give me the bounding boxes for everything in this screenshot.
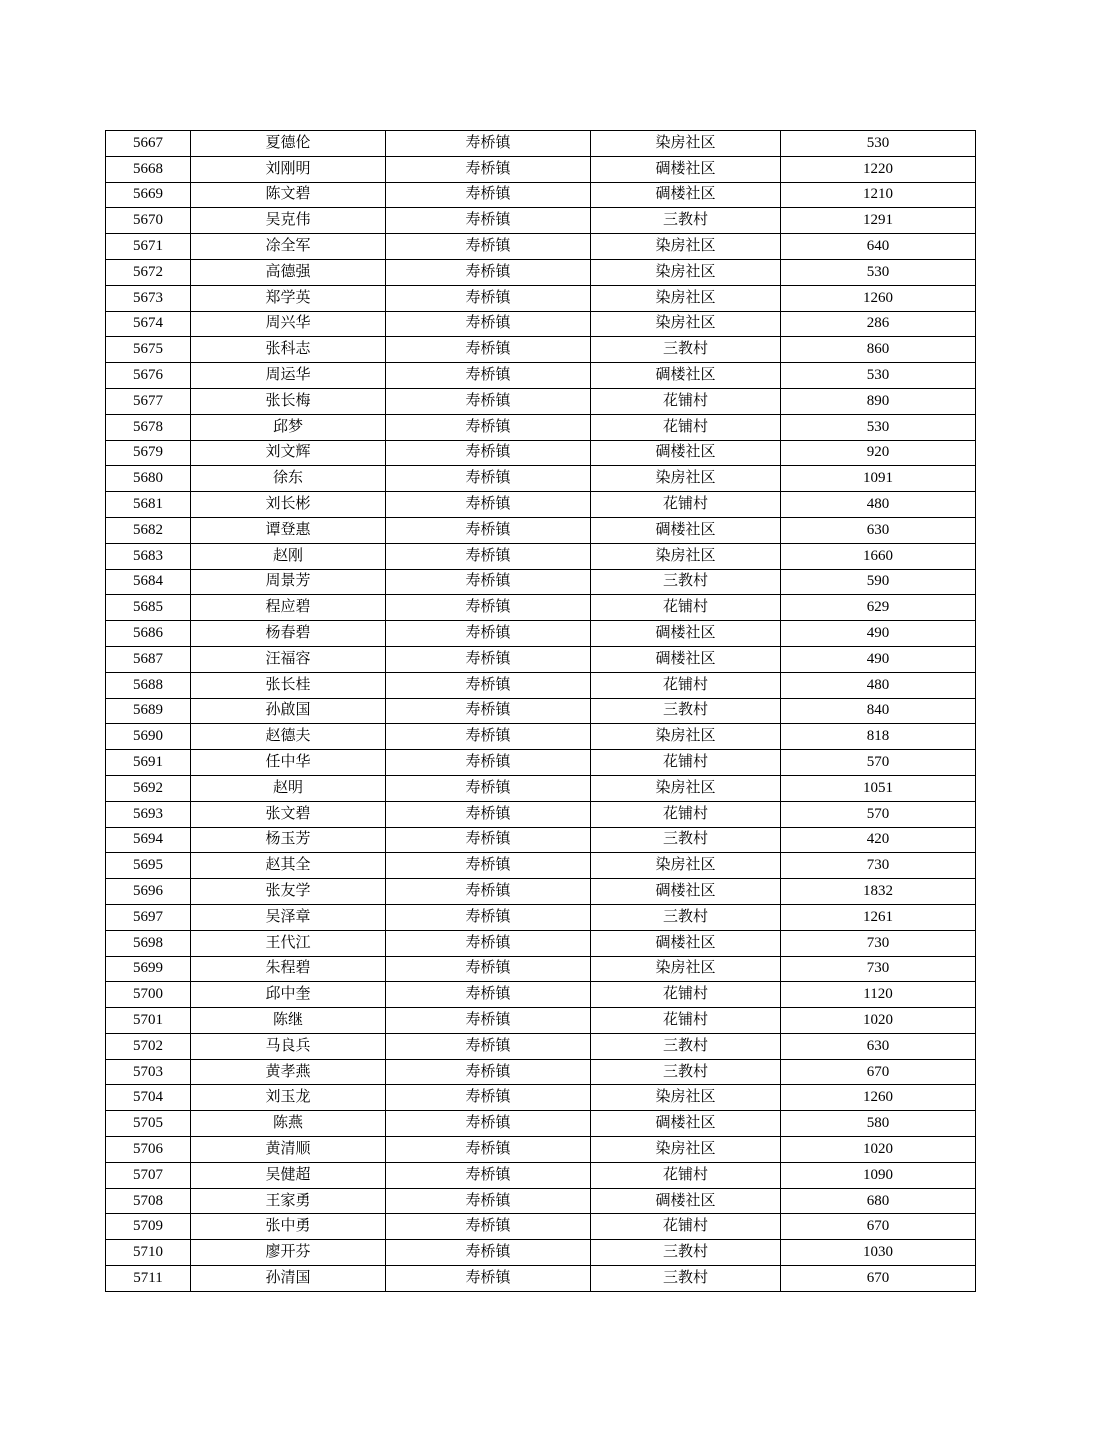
records-table-body xyxy=(106,131,976,1292)
cell-village: 碉楼社区 xyxy=(591,621,781,647)
cell-village: 三教村 xyxy=(591,569,781,595)
cell-name: 程应碧 xyxy=(191,595,386,621)
cell-village: 三教村 xyxy=(591,1266,781,1292)
cell-id: 5689 xyxy=(106,698,191,724)
cell-village: 染房社区 xyxy=(591,311,781,337)
cell-village: 碉楼社区 xyxy=(591,646,781,672)
cell-amount: 1051 xyxy=(781,775,976,801)
cell-town: 寿桥镇 xyxy=(386,775,591,801)
table-row xyxy=(106,1240,976,1266)
cell-name: 张友学 xyxy=(191,879,386,905)
cell-village: 染房社区 xyxy=(591,956,781,982)
cell-id: 5710 xyxy=(106,1240,191,1266)
cell-name: 吴泽章 xyxy=(191,904,386,930)
cell-village: 碉楼社区 xyxy=(591,156,781,182)
cell-town: 寿桥镇 xyxy=(386,337,591,363)
table-row xyxy=(106,440,976,466)
cell-village: 碉楼社区 xyxy=(591,517,781,543)
cell-name: 吴健超 xyxy=(191,1162,386,1188)
cell-id: 5685 xyxy=(106,595,191,621)
cell-amount: 590 xyxy=(781,569,976,595)
cell-name: 刘刚明 xyxy=(191,156,386,182)
cell-town: 寿桥镇 xyxy=(386,1188,591,1214)
cell-id: 5702 xyxy=(106,1033,191,1059)
cell-town: 寿桥镇 xyxy=(386,363,591,389)
table-row xyxy=(106,311,976,337)
cell-name: 郑学英 xyxy=(191,285,386,311)
cell-name: 陈文碧 xyxy=(191,182,386,208)
cell-village: 花铺村 xyxy=(591,1008,781,1034)
cell-town: 寿桥镇 xyxy=(386,234,591,260)
cell-amount: 490 xyxy=(781,646,976,672)
cell-village: 染房社区 xyxy=(591,853,781,879)
table-row xyxy=(106,1162,976,1188)
cell-town: 寿桥镇 xyxy=(386,1085,591,1111)
cell-town: 寿桥镇 xyxy=(386,879,591,905)
cell-name: 王代江 xyxy=(191,930,386,956)
table-row xyxy=(106,156,976,182)
cell-name: 汪福容 xyxy=(191,646,386,672)
cell-village: 碉楼社区 xyxy=(591,1111,781,1137)
cell-name: 任中华 xyxy=(191,750,386,776)
cell-id: 5687 xyxy=(106,646,191,672)
cell-amount: 1291 xyxy=(781,208,976,234)
cell-name: 吴克伟 xyxy=(191,208,386,234)
cell-amount: 570 xyxy=(781,801,976,827)
table-row xyxy=(106,750,976,776)
cell-id: 5696 xyxy=(106,879,191,905)
cell-town: 寿桥镇 xyxy=(386,1162,591,1188)
cell-amount: 730 xyxy=(781,956,976,982)
cell-town: 寿桥镇 xyxy=(386,388,591,414)
cell-amount: 480 xyxy=(781,492,976,518)
cell-town: 寿桥镇 xyxy=(386,156,591,182)
cell-village: 碉楼社区 xyxy=(591,182,781,208)
cell-village: 花铺村 xyxy=(591,801,781,827)
cell-id: 5700 xyxy=(106,982,191,1008)
cell-village: 染房社区 xyxy=(591,724,781,750)
cell-name: 刘文辉 xyxy=(191,440,386,466)
cell-name: 张长梅 xyxy=(191,388,386,414)
cell-id: 5688 xyxy=(106,672,191,698)
cell-village: 碉楼社区 xyxy=(591,363,781,389)
cell-id: 5683 xyxy=(106,543,191,569)
cell-name: 陈燕 xyxy=(191,1111,386,1137)
cell-amount: 1832 xyxy=(781,879,976,905)
cell-id: 5695 xyxy=(106,853,191,879)
cell-amount: 1091 xyxy=(781,466,976,492)
cell-village: 染房社区 xyxy=(591,285,781,311)
cell-name: 陈继 xyxy=(191,1008,386,1034)
table-row xyxy=(106,1111,976,1137)
cell-amount: 629 xyxy=(781,595,976,621)
cell-id: 5709 xyxy=(106,1214,191,1240)
cell-village: 碉楼社区 xyxy=(591,879,781,905)
cell-amount: 818 xyxy=(781,724,976,750)
cell-name: 张文碧 xyxy=(191,801,386,827)
cell-name: 谭登惠 xyxy=(191,517,386,543)
cell-id: 5711 xyxy=(106,1266,191,1292)
table-row xyxy=(106,182,976,208)
cell-amount: 670 xyxy=(781,1266,976,1292)
cell-village: 碉楼社区 xyxy=(591,440,781,466)
cell-amount: 840 xyxy=(781,698,976,724)
cell-amount: 480 xyxy=(781,672,976,698)
cell-town: 寿桥镇 xyxy=(386,1266,591,1292)
cell-village: 花铺村 xyxy=(591,982,781,1008)
cell-town: 寿桥镇 xyxy=(386,569,591,595)
cell-name: 高德强 xyxy=(191,259,386,285)
cell-amount: 1261 xyxy=(781,904,976,930)
cell-name: 邱中奎 xyxy=(191,982,386,1008)
cell-town: 寿桥镇 xyxy=(386,1214,591,1240)
cell-village: 染房社区 xyxy=(591,1137,781,1163)
cell-amount: 630 xyxy=(781,517,976,543)
cell-town: 寿桥镇 xyxy=(386,517,591,543)
cell-id: 5707 xyxy=(106,1162,191,1188)
cell-town: 寿桥镇 xyxy=(386,801,591,827)
cell-village: 碉楼社区 xyxy=(591,1188,781,1214)
cell-id: 5681 xyxy=(106,492,191,518)
cell-village: 花铺村 xyxy=(591,672,781,698)
table-row xyxy=(106,801,976,827)
cell-village: 染房社区 xyxy=(591,543,781,569)
cell-amount: 570 xyxy=(781,750,976,776)
cell-village: 花铺村 xyxy=(591,1214,781,1240)
cell-id: 5698 xyxy=(106,930,191,956)
cell-amount: 1120 xyxy=(781,982,976,1008)
cell-village: 花铺村 xyxy=(591,595,781,621)
cell-name: 赵德夫 xyxy=(191,724,386,750)
table-row xyxy=(106,1214,976,1240)
cell-id: 5691 xyxy=(106,750,191,776)
cell-name: 王家勇 xyxy=(191,1188,386,1214)
cell-amount: 530 xyxy=(781,131,976,157)
cell-name: 杨春碧 xyxy=(191,621,386,647)
table-row xyxy=(106,930,976,956)
cell-village: 染房社区 xyxy=(591,466,781,492)
cell-amount: 420 xyxy=(781,827,976,853)
cell-id: 5677 xyxy=(106,388,191,414)
cell-village: 染房社区 xyxy=(591,131,781,157)
table-row xyxy=(106,646,976,672)
cell-id: 5692 xyxy=(106,775,191,801)
cell-amount: 640 xyxy=(781,234,976,260)
table-row xyxy=(106,1137,976,1163)
table-row xyxy=(106,517,976,543)
cell-name: 凃全军 xyxy=(191,234,386,260)
cell-name: 夏德伦 xyxy=(191,131,386,157)
cell-village: 三教村 xyxy=(591,698,781,724)
cell-id: 5672 xyxy=(106,259,191,285)
table-row xyxy=(106,879,976,905)
cell-town: 寿桥镇 xyxy=(386,543,591,569)
cell-amount: 670 xyxy=(781,1059,976,1085)
cell-amount: 1260 xyxy=(781,285,976,311)
cell-amount: 1210 xyxy=(781,182,976,208)
cell-amount: 680 xyxy=(781,1188,976,1214)
cell-amount: 730 xyxy=(781,930,976,956)
cell-name: 周运华 xyxy=(191,363,386,389)
cell-village: 花铺村 xyxy=(591,388,781,414)
cell-village: 三教村 xyxy=(591,1059,781,1085)
cell-name: 周兴华 xyxy=(191,311,386,337)
cell-town: 寿桥镇 xyxy=(386,1059,591,1085)
cell-town: 寿桥镇 xyxy=(386,621,591,647)
cell-id: 5674 xyxy=(106,311,191,337)
cell-id: 5671 xyxy=(106,234,191,260)
table-row xyxy=(106,982,976,1008)
cell-town: 寿桥镇 xyxy=(386,853,591,879)
cell-id: 5682 xyxy=(106,517,191,543)
cell-town: 寿桥镇 xyxy=(386,285,591,311)
cell-village: 三教村 xyxy=(591,337,781,363)
table-row xyxy=(106,827,976,853)
cell-town: 寿桥镇 xyxy=(386,672,591,698)
table-row xyxy=(106,234,976,260)
cell-town: 寿桥镇 xyxy=(386,182,591,208)
cell-id: 5670 xyxy=(106,208,191,234)
cell-name: 黄孝燕 xyxy=(191,1059,386,1085)
table-row xyxy=(106,466,976,492)
cell-town: 寿桥镇 xyxy=(386,1137,591,1163)
cell-id: 5690 xyxy=(106,724,191,750)
cell-name: 张中勇 xyxy=(191,1214,386,1240)
cell-town: 寿桥镇 xyxy=(386,827,591,853)
table-row xyxy=(106,724,976,750)
cell-name: 周景芳 xyxy=(191,569,386,595)
cell-town: 寿桥镇 xyxy=(386,131,591,157)
cell-village: 三教村 xyxy=(591,904,781,930)
cell-name: 马良兵 xyxy=(191,1033,386,1059)
cell-town: 寿桥镇 xyxy=(386,930,591,956)
cell-id: 5693 xyxy=(106,801,191,827)
cell-id: 5678 xyxy=(106,414,191,440)
cell-village: 染房社区 xyxy=(591,775,781,801)
table-row xyxy=(106,904,976,930)
cell-amount: 1030 xyxy=(781,1240,976,1266)
cell-id: 5706 xyxy=(106,1137,191,1163)
cell-name: 徐东 xyxy=(191,466,386,492)
cell-id: 5686 xyxy=(106,621,191,647)
cell-amount: 580 xyxy=(781,1111,976,1137)
cell-town: 寿桥镇 xyxy=(386,466,591,492)
cell-village: 染房社区 xyxy=(591,234,781,260)
cell-name: 朱程碧 xyxy=(191,956,386,982)
cell-town: 寿桥镇 xyxy=(386,1240,591,1266)
cell-id: 5694 xyxy=(106,827,191,853)
cell-town: 寿桥镇 xyxy=(386,595,591,621)
cell-name: 刘长彬 xyxy=(191,492,386,518)
table-row xyxy=(106,259,976,285)
table-row xyxy=(106,208,976,234)
table-row xyxy=(106,672,976,698)
cell-amount: 920 xyxy=(781,440,976,466)
cell-name: 赵其全 xyxy=(191,853,386,879)
table-row xyxy=(106,956,976,982)
cell-village: 三教村 xyxy=(591,1240,781,1266)
cell-amount: 1220 xyxy=(781,156,976,182)
table-row xyxy=(106,621,976,647)
cell-town: 寿桥镇 xyxy=(386,259,591,285)
cell-amount: 1020 xyxy=(781,1137,976,1163)
cell-amount: 1660 xyxy=(781,543,976,569)
table-row xyxy=(106,698,976,724)
cell-town: 寿桥镇 xyxy=(386,904,591,930)
cell-town: 寿桥镇 xyxy=(386,956,591,982)
cell-name: 杨玉芳 xyxy=(191,827,386,853)
cell-id: 5703 xyxy=(106,1059,191,1085)
cell-town: 寿桥镇 xyxy=(386,646,591,672)
cell-amount: 1260 xyxy=(781,1085,976,1111)
cell-name: 邱梦 xyxy=(191,414,386,440)
cell-town: 寿桥镇 xyxy=(386,698,591,724)
table-row xyxy=(106,414,976,440)
cell-name: 黄清顺 xyxy=(191,1137,386,1163)
table-row xyxy=(106,1188,976,1214)
cell-town: 寿桥镇 xyxy=(386,208,591,234)
cell-id: 5669 xyxy=(106,182,191,208)
cell-amount: 860 xyxy=(781,337,976,363)
table-row xyxy=(106,337,976,363)
cell-village: 三教村 xyxy=(591,827,781,853)
cell-id: 5676 xyxy=(106,363,191,389)
cell-amount: 1020 xyxy=(781,1008,976,1034)
records-table xyxy=(105,130,976,1292)
cell-name: 赵刚 xyxy=(191,543,386,569)
cell-name: 张科志 xyxy=(191,337,386,363)
cell-village: 三教村 xyxy=(591,1033,781,1059)
cell-town: 寿桥镇 xyxy=(386,724,591,750)
cell-id: 5697 xyxy=(106,904,191,930)
cell-amount: 730 xyxy=(781,853,976,879)
cell-village: 三教村 xyxy=(591,208,781,234)
cell-id: 5708 xyxy=(106,1188,191,1214)
cell-town: 寿桥镇 xyxy=(386,414,591,440)
cell-amount: 530 xyxy=(781,414,976,440)
table-row xyxy=(106,363,976,389)
cell-amount: 1090 xyxy=(781,1162,976,1188)
cell-amount: 670 xyxy=(781,1214,976,1240)
cell-name: 刘玉龙 xyxy=(191,1085,386,1111)
cell-id: 5705 xyxy=(106,1111,191,1137)
table-row xyxy=(106,569,976,595)
cell-id: 5668 xyxy=(106,156,191,182)
cell-town: 寿桥镇 xyxy=(386,1111,591,1137)
cell-id: 5675 xyxy=(106,337,191,363)
cell-village: 花铺村 xyxy=(591,492,781,518)
table-row xyxy=(106,1266,976,1292)
cell-name: 张长桂 xyxy=(191,672,386,698)
table-row xyxy=(106,775,976,801)
table-row xyxy=(106,853,976,879)
cell-name: 孙啟国 xyxy=(191,698,386,724)
cell-town: 寿桥镇 xyxy=(386,492,591,518)
table-row xyxy=(106,1033,976,1059)
cell-town: 寿桥镇 xyxy=(386,1008,591,1034)
table-row xyxy=(106,1085,976,1111)
table-row xyxy=(106,388,976,414)
cell-amount: 890 xyxy=(781,388,976,414)
cell-name: 孙清国 xyxy=(191,1266,386,1292)
table-row xyxy=(106,1008,976,1034)
cell-town: 寿桥镇 xyxy=(386,750,591,776)
cell-amount: 286 xyxy=(781,311,976,337)
cell-village: 碉楼社区 xyxy=(591,930,781,956)
cell-town: 寿桥镇 xyxy=(386,311,591,337)
table-row xyxy=(106,492,976,518)
cell-id: 5680 xyxy=(106,466,191,492)
table-row xyxy=(106,131,976,157)
cell-id: 5704 xyxy=(106,1085,191,1111)
table-row xyxy=(106,285,976,311)
table-row xyxy=(106,595,976,621)
cell-id: 5679 xyxy=(106,440,191,466)
cell-amount: 630 xyxy=(781,1033,976,1059)
cell-amount: 490 xyxy=(781,621,976,647)
cell-name: 赵明 xyxy=(191,775,386,801)
cell-village: 染房社区 xyxy=(591,1085,781,1111)
table-row xyxy=(106,543,976,569)
cell-town: 寿桥镇 xyxy=(386,1033,591,1059)
cell-town: 寿桥镇 xyxy=(386,440,591,466)
cell-town: 寿桥镇 xyxy=(386,982,591,1008)
cell-village: 花铺村 xyxy=(591,414,781,440)
cell-id: 5701 xyxy=(106,1008,191,1034)
cell-village: 花铺村 xyxy=(591,1162,781,1188)
cell-id: 5673 xyxy=(106,285,191,311)
cell-id: 5684 xyxy=(106,569,191,595)
cell-amount: 530 xyxy=(781,259,976,285)
cell-village: 染房社区 xyxy=(591,259,781,285)
cell-id: 5699 xyxy=(106,956,191,982)
cell-village: 花铺村 xyxy=(591,750,781,776)
table-row xyxy=(106,1059,976,1085)
cell-name: 廖开芬 xyxy=(191,1240,386,1266)
cell-amount: 530 xyxy=(781,363,976,389)
cell-id: 5667 xyxy=(106,131,191,157)
